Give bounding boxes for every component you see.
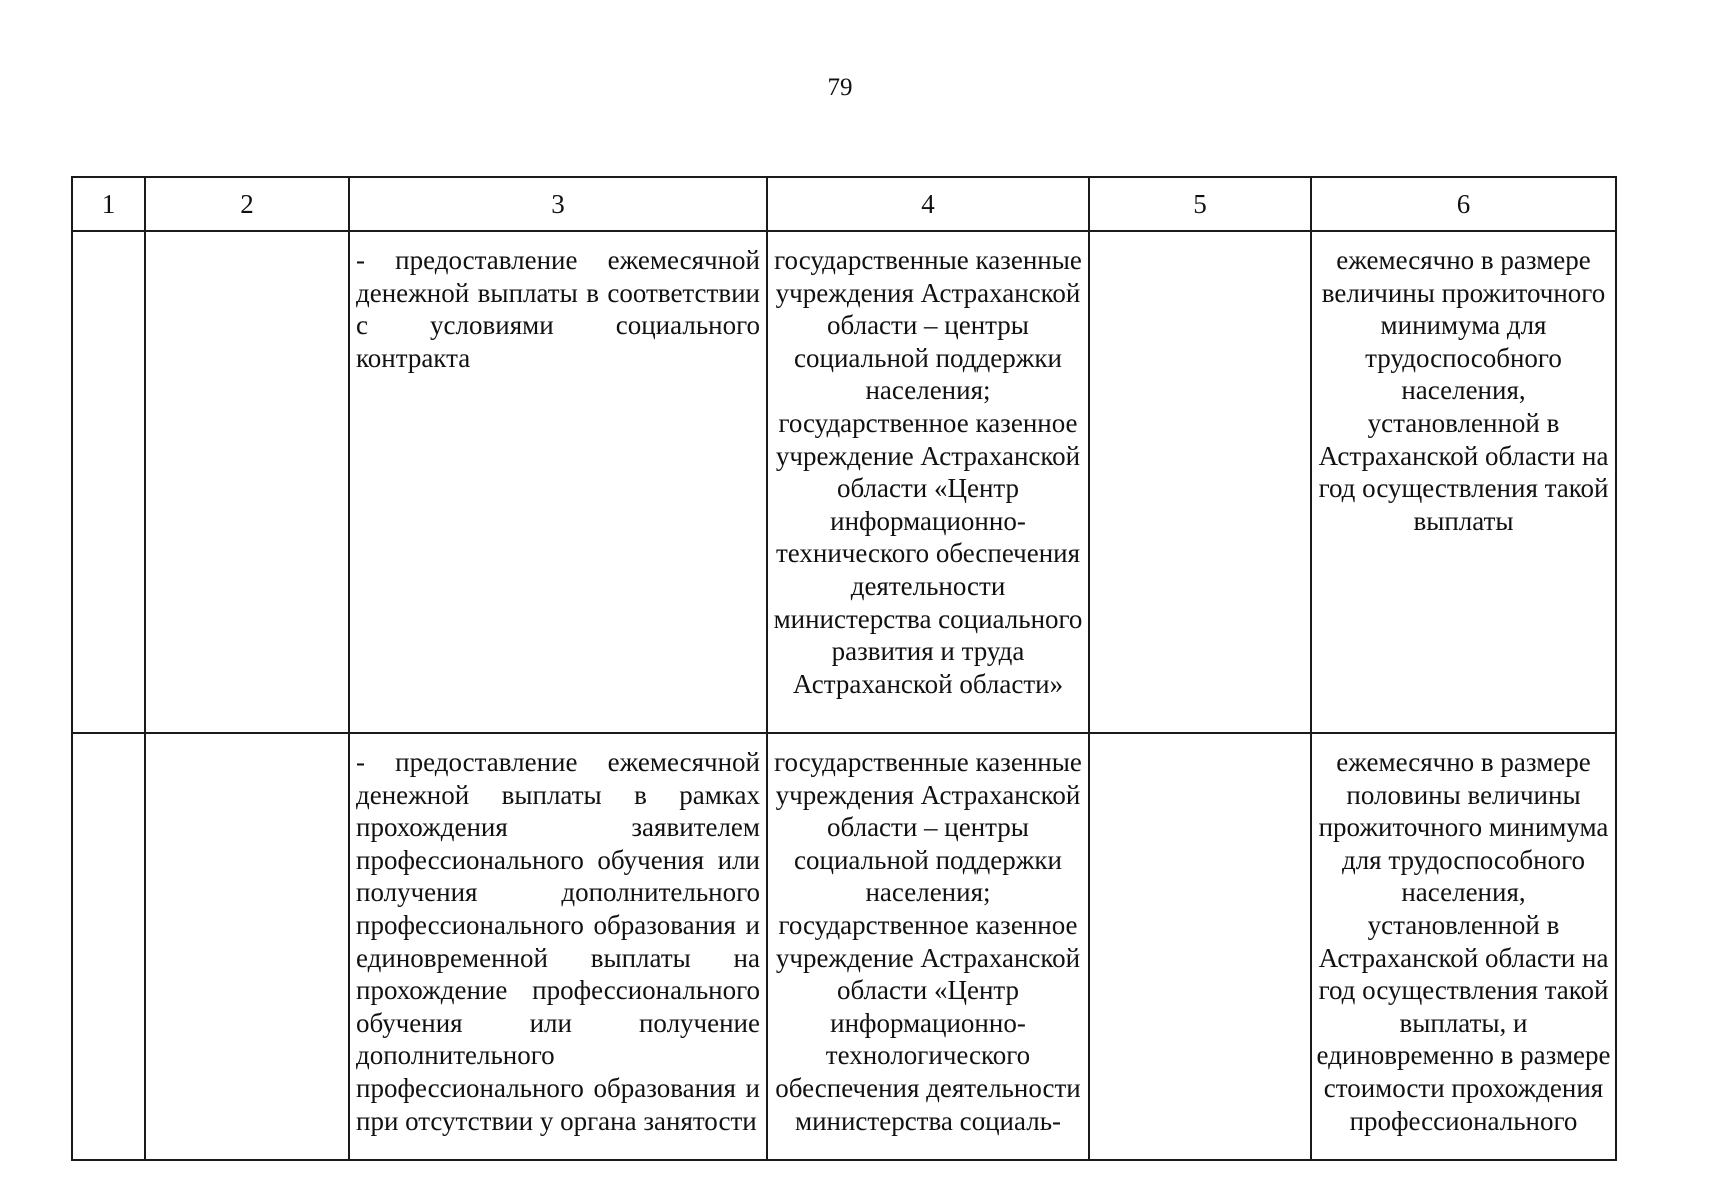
column-header-4: 4 — [767, 177, 1089, 231]
column-header-2: 2 — [145, 177, 349, 231]
table-cell-col3: - предоставление ежемесячной денежной выплаты в соответствии с условиями социального контракта — [349, 231, 767, 733]
table-header-row — [72, 177, 1616, 231]
document-table — [71, 176, 1617, 1161]
table-row — [72, 733, 1616, 1160]
table-cell-col1 — [72, 733, 145, 1160]
table-cell-col2 — [145, 231, 349, 733]
column-header-1: 1 — [72, 177, 145, 231]
table-cell-col4: государственные казенные учреждения Астраханской области – центры социальной поддержки населения; государственное казенное учреждение Астраханской области «Центр информационно-технического обеспечения деятельности министерства социального развития и труда Астраханской области» — [767, 231, 1089, 733]
table-cell-col3: - предоставление ежемесячной денежной выплаты в рамках прохождения заявителем профессионального обучения или получения дополнительного профессионального образования и единовременной выплаты на прохождение профессионального обучения или получение дополнительного профессионального образования и при отсутствии у органа занятости — [349, 733, 767, 1160]
page-number: 79 — [827, 74, 853, 101]
table-cell-col5 — [1089, 733, 1311, 1160]
column-header-3: 3 — [349, 177, 767, 231]
table-cell-col6: ежемесячно в размере величины прожиточного минимума для трудоспособного населения, установленной в Астраханской области на год осуществления такой выплаты — [1311, 231, 1616, 733]
table-row — [72, 231, 1616, 733]
column-header-5: 5 — [1089, 177, 1311, 231]
table-cell-col6: ежемесячно в размере половины величины прожиточного минимума для трудоспособного населения, установленной в Астраханской области на год осуществления такой выплаты, и единовременно в размере стоимости прохождения профессионального — [1311, 733, 1616, 1160]
table-cell-col5 — [1089, 231, 1311, 733]
table-cell-col2 — [145, 733, 349, 1160]
table-cell-col1 — [72, 231, 145, 733]
column-header-6: 6 — [1311, 177, 1616, 231]
table-cell-col4: государственные казенные учреждения Астраханской области – центры социальной поддержки населения; государственное казенное учреждение Астраханской области «Центр информационно-технологического обеспечения деятельности министерства социаль- — [767, 733, 1089, 1160]
